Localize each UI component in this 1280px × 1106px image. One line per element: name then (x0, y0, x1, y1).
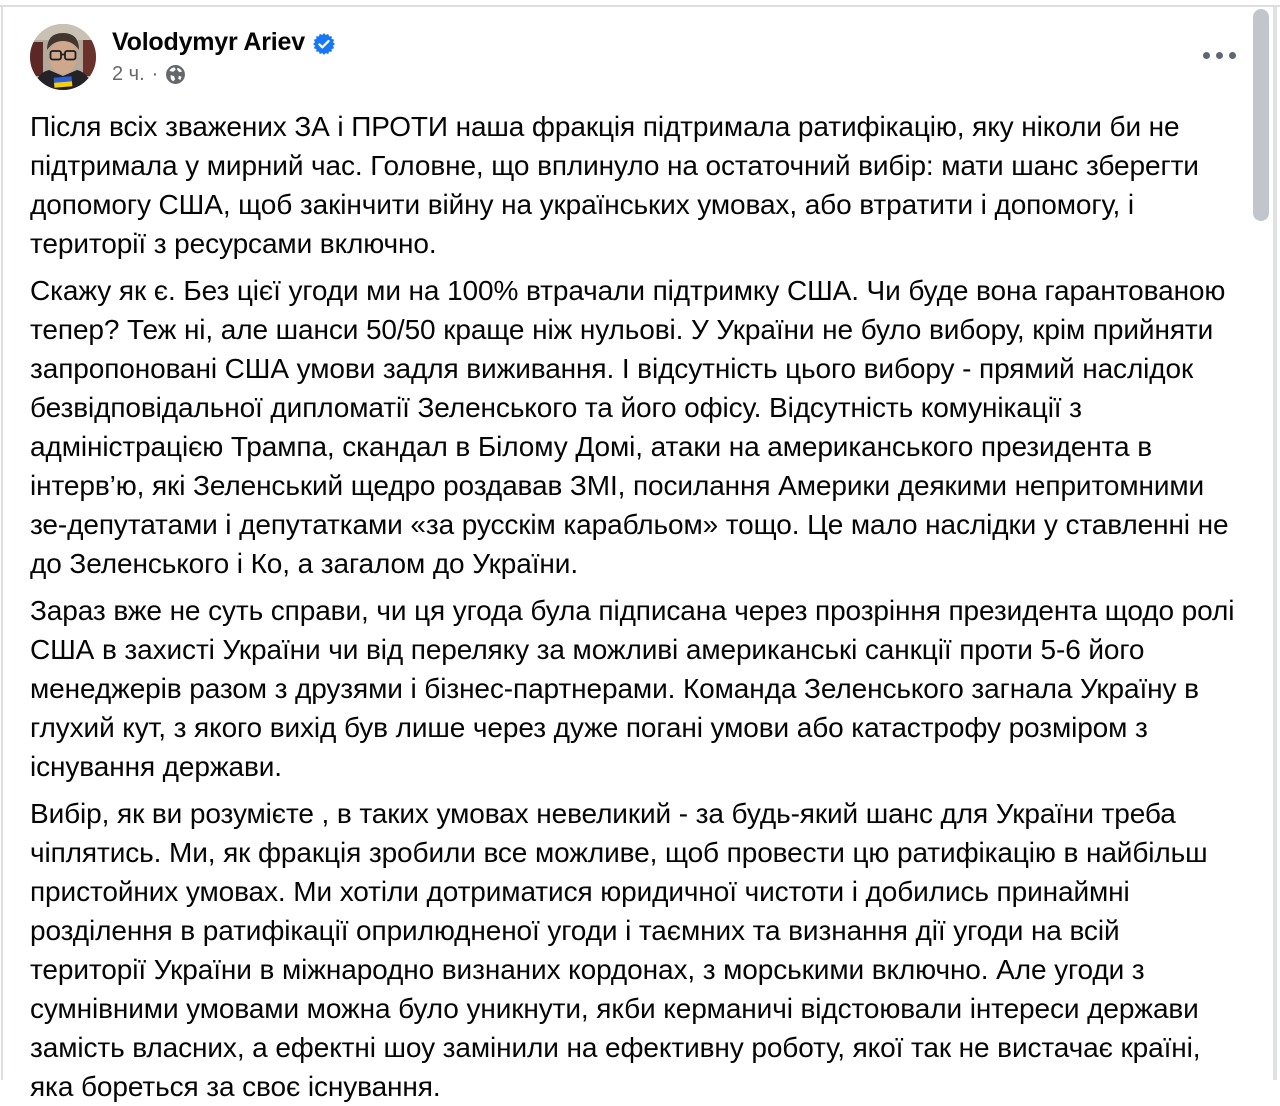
post-paragraph: Після всіх зважених ЗА і ПРОТИ наша фракція підтримала ратифікацію, яку ніколи би не підтримала у мирний час. Головне, що вплинуло на остаточний вибір: мати шанс зберегти допомогу США, щоб закінчити війну на українських умовах, або втратити і допомогу, і території з ресурсами включно. (30, 111, 1199, 259)
more-options-button[interactable] (1195, 44, 1244, 67)
dot-icon (1216, 52, 1223, 59)
post-header (30, 24, 1236, 90)
post-paragraph: Скажу як є. Без цієї угоди ми на 100% втрачали підтримку США. Чи буде вона гарантованою тепер? Теж ні, але шанси 50/50 краще ніж нульові. У України не було вибору, крім прийняти запропоновані США умови задля виживання. І відсутність цього вибору - прямий наслідок безвідповідальної дипломатії Зеленського та його офісу. Відсутність комунікації з адміністрацією Трампа, скандал в Білому Домі, атаки на американського президента в інтерв’ю, які Зеленський щедро роздавав ЗМІ, посилання Америки деякими непритомними зе-депутатами і депутатками «за русскім карабльом» тощо. Це мало наслідки у ставленні не до Зеленського і Ко, а загалом до України. (30, 275, 1229, 579)
dot-icon (1229, 52, 1236, 59)
avatar[interactable] (30, 24, 96, 90)
post-paragraph: Вибір, як ви розумієте , в таких умовах невеликий - за будь-який шанс для України треба чіплятись. Ми, як фракція зробили все можливе, щоб провести цю ратифікацію в найбільш пристойних умовах. Ми хотіли дотриматися юридичної чистоти і добились принаймні розділення в ратифікації оприлюдненої угоди і таємних та визнання дії угоди на всій території України в міжнародно визнаних кордонах, з морськими включно. Але угоди з сумнівними умовами можна було уникнути, якби керманичі відстоювали інтереси держави замість власних, а ефектні шоу замінили на ефективну роботу, якої так не вистачає країні, яка бореться за своє існування. (30, 798, 1208, 1102)
timestamp[interactable]: 2 ч. (112, 63, 145, 85)
meta-separator: · (151, 63, 159, 85)
post-headings (112, 24, 335, 90)
author-name[interactable]: Volodymyr Ariev (112, 28, 305, 56)
globe-icon (165, 64, 186, 85)
post-paragraph: Зараз вже не суть справи, чи ця угода була підписана через прозріння президента щодо ролі США в захисті України чи від переляку за можливі американські санкції проти 5-6 його менеджерів разом з друзями і бізнес-партнерами. Команда Зеленського загнала Україну в глухий кут, з якого вихід був лише через дуже погані умови або катастрофу розміром з існування держави. (30, 595, 1235, 782)
avatar-photo (30, 24, 96, 90)
verified-badge-icon (313, 31, 335, 55)
post-meta (112, 63, 335, 86)
dot-icon (1203, 52, 1210, 59)
post-text (30, 107, 1236, 1106)
